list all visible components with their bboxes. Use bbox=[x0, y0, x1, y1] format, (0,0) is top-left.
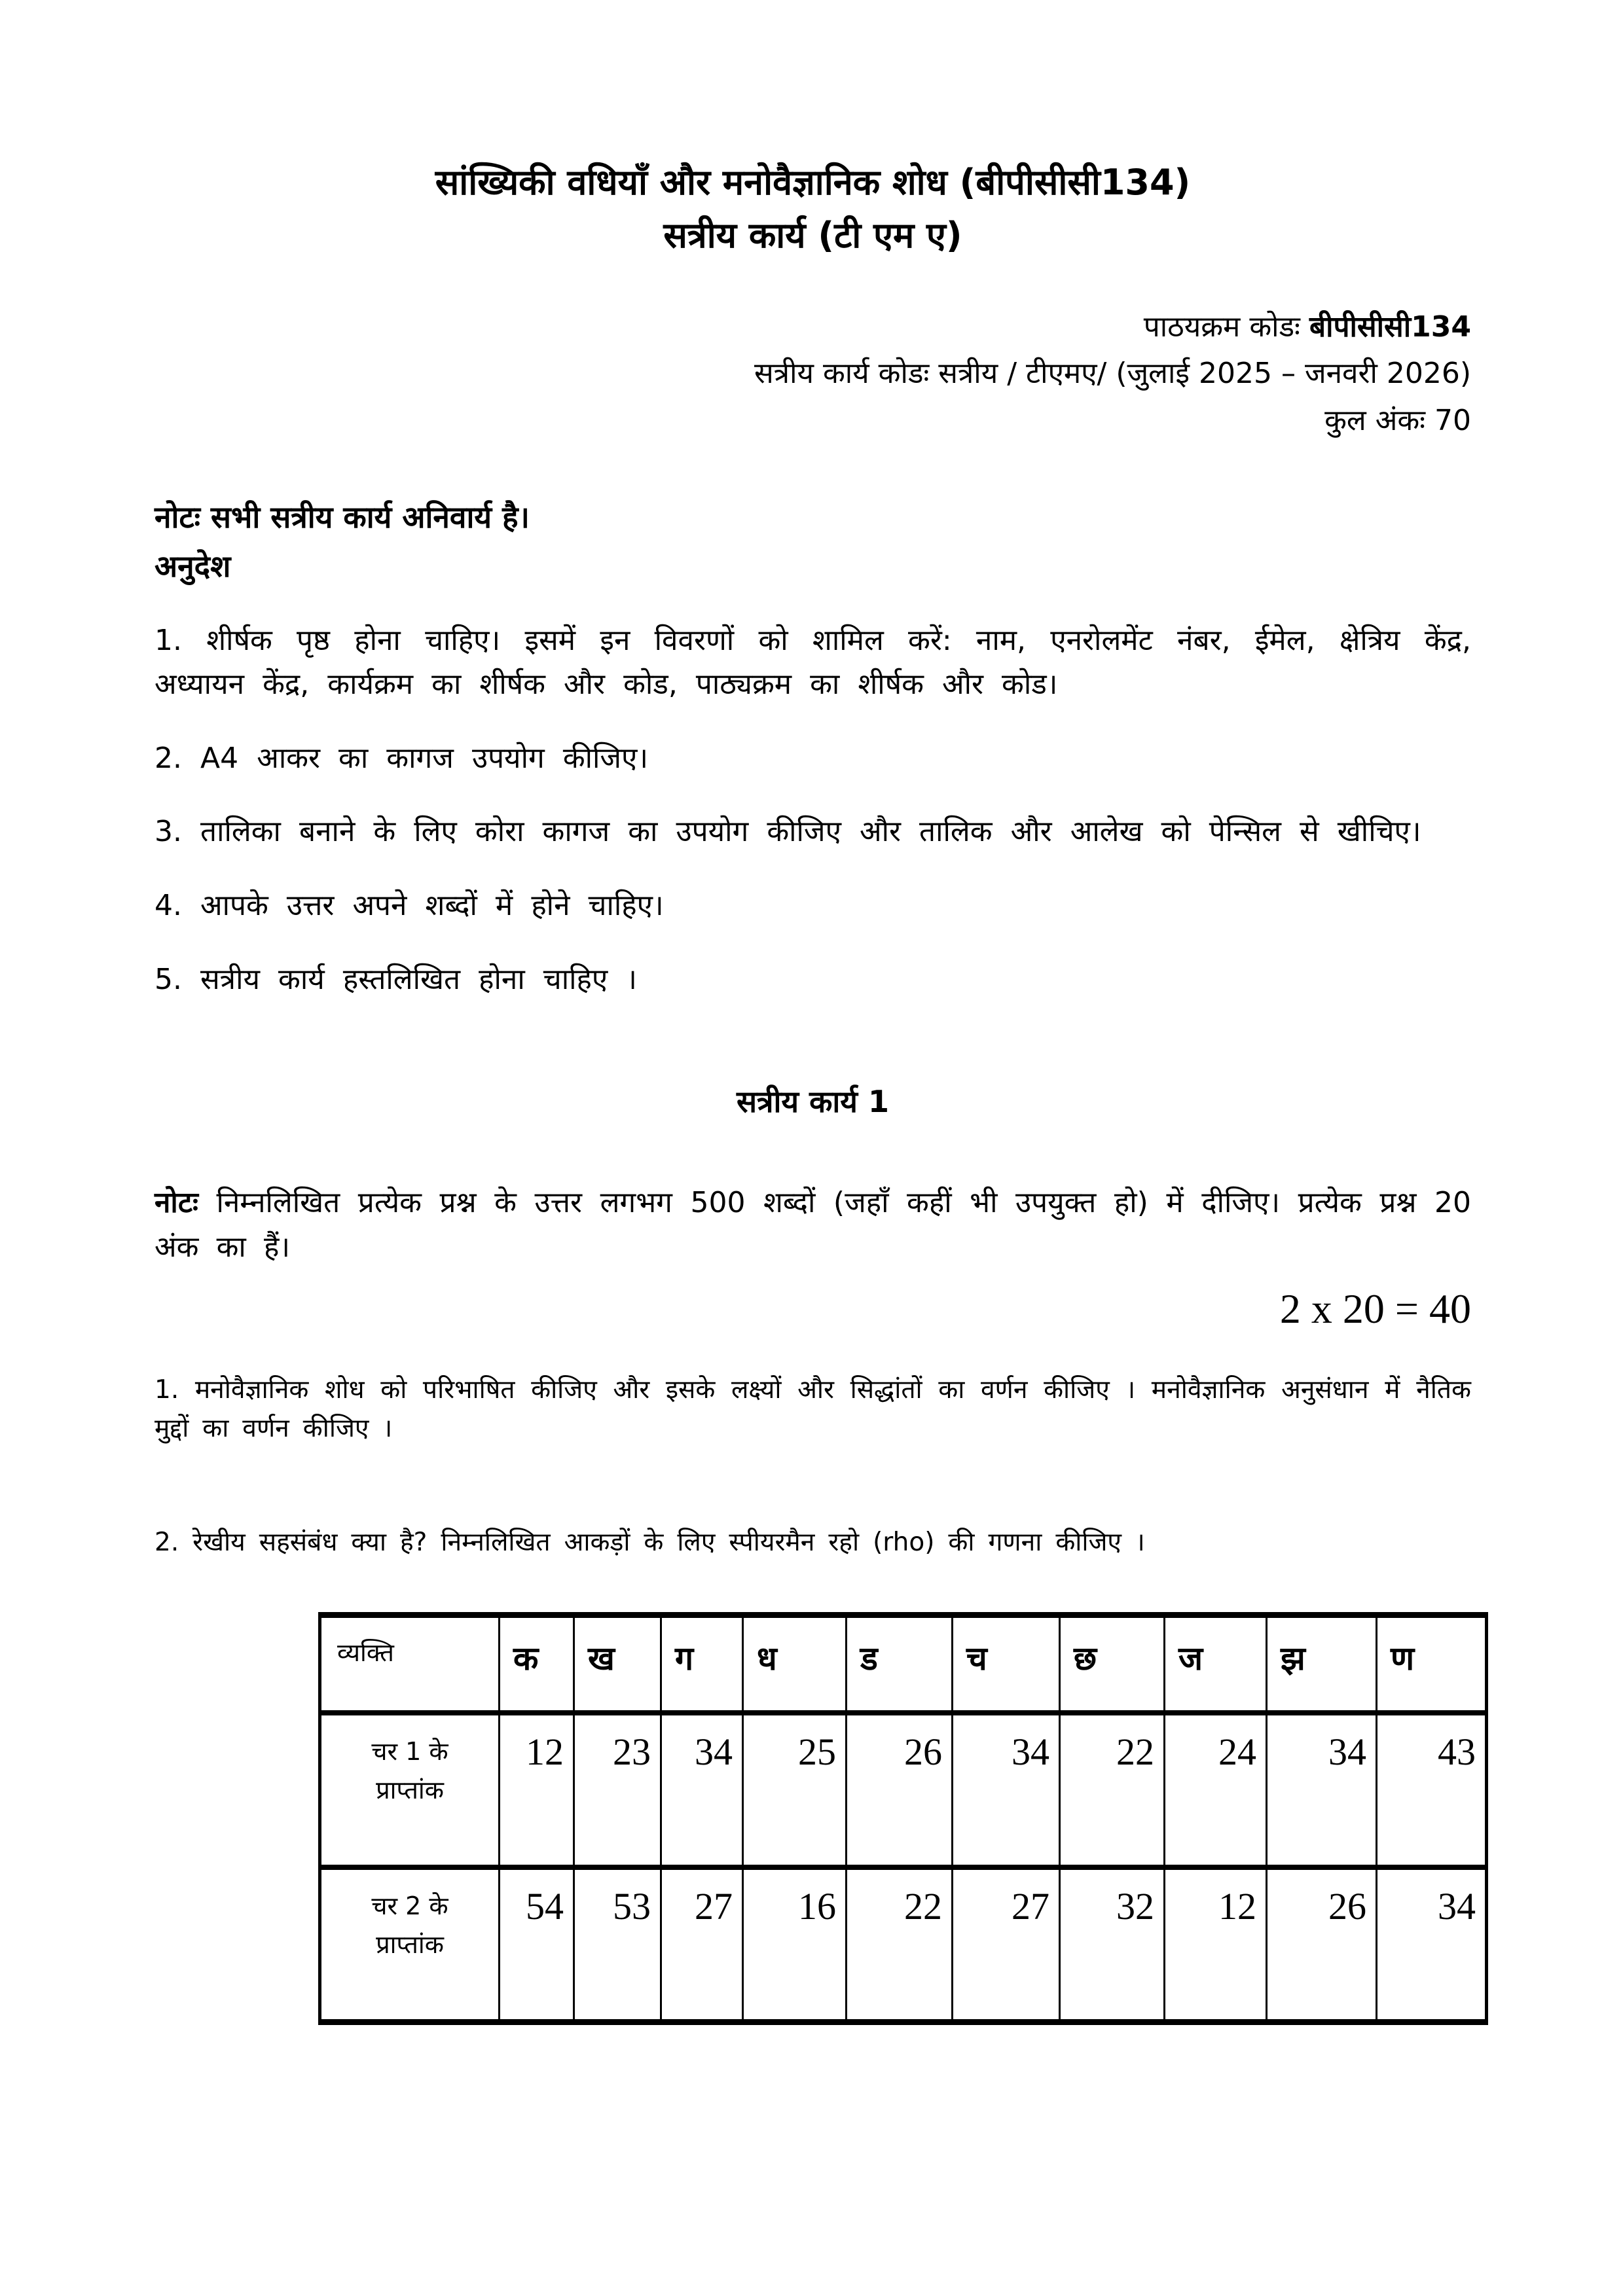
table-header-cell: ड bbox=[847, 1615, 953, 1713]
score-cell: 16 bbox=[743, 1867, 847, 2022]
total-marks-line: कुल अंकः 70 bbox=[1324, 403, 1471, 437]
assignment1-heading: सत्रीय कार्य 1 bbox=[736, 1084, 890, 1120]
table-header-cell: क bbox=[500, 1615, 574, 1713]
document-title bbox=[155, 156, 1471, 262]
assignment1-note-label: नोटः bbox=[155, 1186, 198, 1220]
instruction-item-5: 5. सत्रीय कार्य हस्तलिखित होना चाहिए । bbox=[155, 963, 637, 997]
instruction-item-4: 4. आपके उत्तर अपने शब्दों में होने चाहिए। bbox=[155, 889, 664, 923]
score-cell: 25 bbox=[743, 1713, 847, 1867]
instruction-item-3: 3. तालिका बनाने के लिए कोरा कागज का उपयोग कीजिए और तालिक और आलेख को पेन्सिल से खीचिए। bbox=[155, 815, 1421, 849]
score-cell: 34 bbox=[953, 1713, 1060, 1867]
assignment1-note-text: निम्नलिखित प्रत्येक प्रश्न के उत्तर लगभग 500 शब्दों (जहाँ कहीं भी उपयुक्त हो) में दीजिए। प्रत्येक प्रश्न 20 अंक का हैं। bbox=[155, 1186, 1472, 1265]
score-cell: 22 bbox=[847, 1867, 953, 2022]
row-label-line-1: चर 2 के bbox=[371, 1892, 448, 1921]
row-label-line-1: चर 1 के bbox=[371, 1737, 448, 1767]
score-cell: 12 bbox=[500, 1713, 574, 1867]
course-code-line bbox=[155, 304, 1471, 350]
instructions-heading: अनुदेश bbox=[155, 548, 231, 584]
table-header-cell: ग bbox=[661, 1615, 743, 1713]
table-header-cell: ख bbox=[574, 1615, 661, 1713]
row-label-cell bbox=[320, 1713, 500, 1867]
title-line-1: सांख्यिकी वधियाँ और मनोवैज्ञानिक शोध (बीपीसीसी134) bbox=[435, 162, 1191, 203]
score-cell: 34 bbox=[661, 1713, 743, 1867]
course-info-block bbox=[155, 304, 1471, 444]
table-row-variable-1 bbox=[320, 1713, 1487, 1867]
table-header-cell: च bbox=[953, 1615, 1060, 1713]
row-label-cell bbox=[320, 1867, 500, 2022]
table-header-cell: छ bbox=[1060, 1615, 1165, 1713]
table-header-cell-person: व्यक्ति bbox=[320, 1615, 500, 1713]
score-cell: 27 bbox=[953, 1867, 1060, 2022]
general-note: नोटः सभी सत्रीय कार्य अनिवार्य है। bbox=[155, 499, 530, 535]
score-cell: 26 bbox=[847, 1713, 953, 1867]
score-cell: 54 bbox=[500, 1867, 574, 2022]
score-cell: 34 bbox=[1377, 1867, 1487, 2022]
course-code-label: पाठयक्रम कोडः bbox=[1143, 310, 1300, 344]
title-line-2: सत्रीय कार्य (टी एम ए) bbox=[663, 215, 962, 256]
score-cell: 27 bbox=[661, 1867, 743, 2022]
score-cell: 53 bbox=[574, 1867, 661, 2022]
row-label-line-2: प्राप्तांक bbox=[376, 1930, 444, 1960]
question-2: 2. रेखीय सहसंबंध क्या है? निम्नलिखित आकड़ों के लिए स्पीयरमैन रहो (rho) की गणना कीजिए । bbox=[155, 1528, 1145, 1558]
score-cell: 26 bbox=[1267, 1867, 1377, 2022]
score-cell: 24 bbox=[1165, 1713, 1267, 1867]
course-code-value: बीपीसीसी134 bbox=[1309, 310, 1471, 344]
scores-table bbox=[318, 1612, 1488, 2025]
table-header-cell: ज bbox=[1165, 1615, 1267, 1713]
table-header-row bbox=[320, 1615, 1487, 1713]
table-header-cell: ध bbox=[743, 1615, 847, 1713]
question-1: 1. मनोवैज्ञानिक शोध को परिभाषित कीजिए और इसके लक्ष्यों और सिद्धांतों का वर्णन कीजिए । मनोवैज्ञानिक अनुसंधान में नैतिक मुद्दों का वर्णन कीजिए । bbox=[155, 1375, 1471, 1443]
row-label-line-2: प्राप्तांक bbox=[376, 1776, 444, 1805]
table-header-cell: ण bbox=[1377, 1615, 1487, 1713]
table-header-cell: झ bbox=[1267, 1615, 1377, 1713]
instruction-item-1: 1. शीर्षक पृष्ठ होना चाहिए। इसमें इन विवरणों को शामिल करें: नाम, एनरोलमेंट नंबर, ईमेल, क्षेत्रिय केंद्र, अध्यायन केंद्र, कार्यक्रम का शीर्षक और कोड, पाठ्यक्रम का शीर्षक और कोड। bbox=[155, 623, 1471, 701]
marks-formula: 2 x 20 = 40 bbox=[1279, 1285, 1471, 1333]
assignment1-note bbox=[155, 1181, 1471, 1270]
score-cell: 43 bbox=[1377, 1713, 1487, 1867]
score-cell: 22 bbox=[1060, 1713, 1165, 1867]
score-cell: 23 bbox=[574, 1713, 661, 1867]
score-cell: 12 bbox=[1165, 1867, 1267, 2022]
assignment-code-line: सत्रीय कार्य कोडः सत्रीय / टीएमए/ (जुलाई 2025 – जनवरी 2026) bbox=[754, 357, 1471, 391]
table-row-variable-2 bbox=[320, 1867, 1487, 2022]
score-cell: 32 bbox=[1060, 1867, 1165, 2022]
score-cell: 34 bbox=[1267, 1713, 1377, 1867]
instruction-item-2: 2. A4 आकर का कागज उपयोग कीजिए। bbox=[155, 741, 649, 775]
